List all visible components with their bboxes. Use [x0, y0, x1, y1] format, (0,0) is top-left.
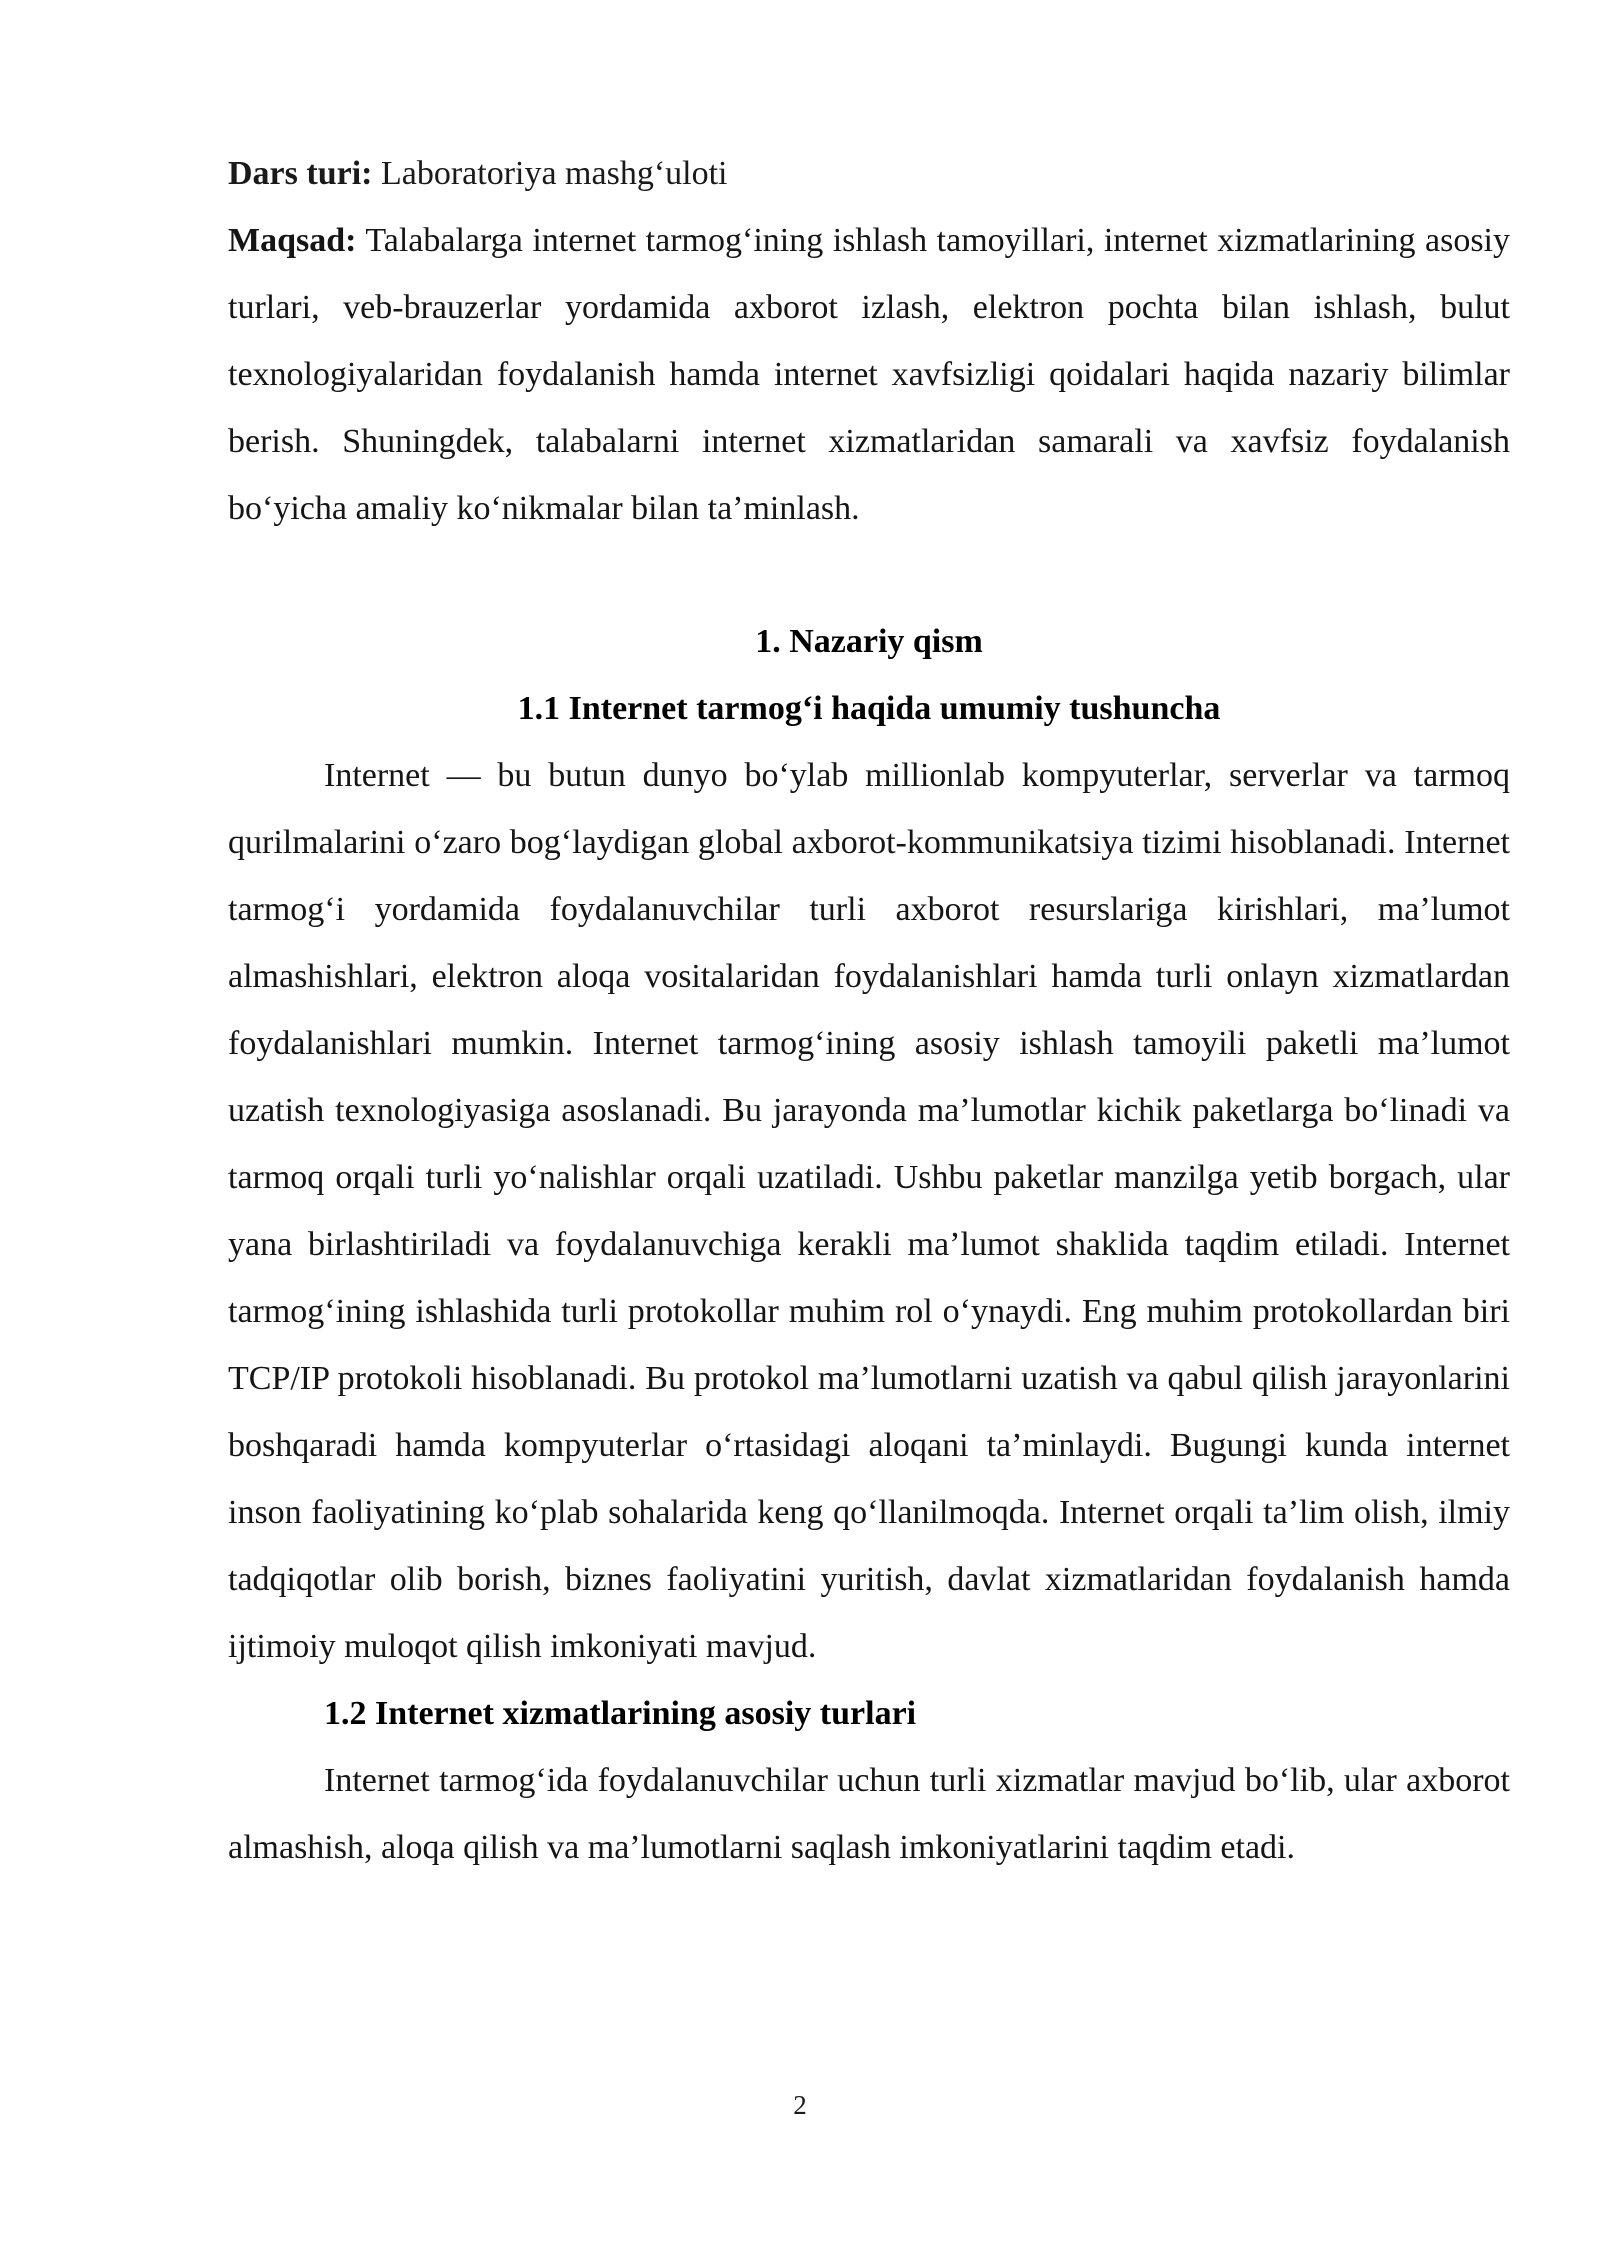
meta-value-maqsad: Talabalarga internet tarmog‘ining ishlash tamoyillari, internet xizmatlarining asosiy turlari, veb-brauzerlar yordamida axborot izlash, elektron pochta bilan ishlash, bulut texnologiyalaridan foydalanish hamda internet xavfsizligi qoidalari haqida nazariy bilimlar berish. Shuningdek, talabalarni internet xizmatlaridan samarali va xavfsiz foydalanish bo‘yicha amaliy ko‘nikmalar bilan ta’minlash. [228, 222, 1510, 527]
meta-label-dars-turi: Dars turi: [228, 155, 373, 192]
heading-section-1-1: 1.1 Internet tarmog‘i haqida umumiy tushuncha [517, 690, 1221, 727]
paragraph-section-1-2: Internet tarmog‘ida foydalanuvchilar uchun turli xizmatlar mavjud bo‘lib, ular axborot almashish, aloqa qilish va ma’lumotlarni saqlash imkoniyatlarini taqdim etadi. [228, 1762, 1510, 1866]
page-number: 2 [793, 2090, 807, 2120]
heading-section-1: 1. Nazariy qism [755, 623, 983, 660]
meta-value-dars-turi: Laboratoriya mashg‘uloti [380, 155, 728, 192]
paragraph-section-1-1: Internet — bu butun dunyo bo‘ylab millionlab kompyuterlar, serverlar va tarmoq qurilmalarini o‘zaro bog‘laydigan global axborot-kommunikatsiya tizimi hisoblanadi. Internet tarmog‘i yordamida foydalanuvchilar turli axborot resurslariga kirishlari, ma’lumot almashishlari, elektron aloqa vositalaridan foydalanishlari hamda turli onlayn xizmatlardan foydalanishlari mumkin. Internet tarmog‘ining asosiy ishlash tamoyili paketli ma’lumot uzatish texnologiyasiga asoslanadi. Bu jarayonda ma’lumotlar kichik paketlarga bo‘linadi va tarmoq orqali turli yo‘nalishlar orqali uzatiladi. Ushbu paketlar manzilga yetib borgach, ular yana birlashtiriladi va foydalanuvchiga kerakli ma’lumot shaklida taqdim etiladi. Internet tarmog‘ining ishlashida turli protokollar muhim rol o‘ynaydi. Eng muhim protokollardan biri TCP/IP protokoli hisoblanadi. Bu protokol ma’lumotlarni uzatish va qabul qilish jarayonlarini boshqaradi hamda kompyuterlar o‘rtasidagi aloqani ta’minlaydi. Bugungi kunda internet inson faoliyatining ko‘plab sohalarida keng qo‘llanilmoqda. Internet orqali ta’lim olish, ilmiy tadqiqotlar olib borish, biznes faoliyatini yuritish, davlat xizmatlaridan foydalanish hamda ijtimoiy muloqot qilish imkoniyati mavjud. [228, 757, 1510, 1665]
meta-line-dars-turi [228, 140, 1510, 207]
heading-section-1-2: 1.2 Internet xizmatlarining asosiy turlari [324, 1695, 917, 1732]
section-spacer [228, 542, 1510, 608]
meta-line-maqsad [228, 207, 1510, 542]
meta-label-maqsad: Maqsad: [228, 222, 357, 259]
page-content [228, 140, 1510, 1881]
